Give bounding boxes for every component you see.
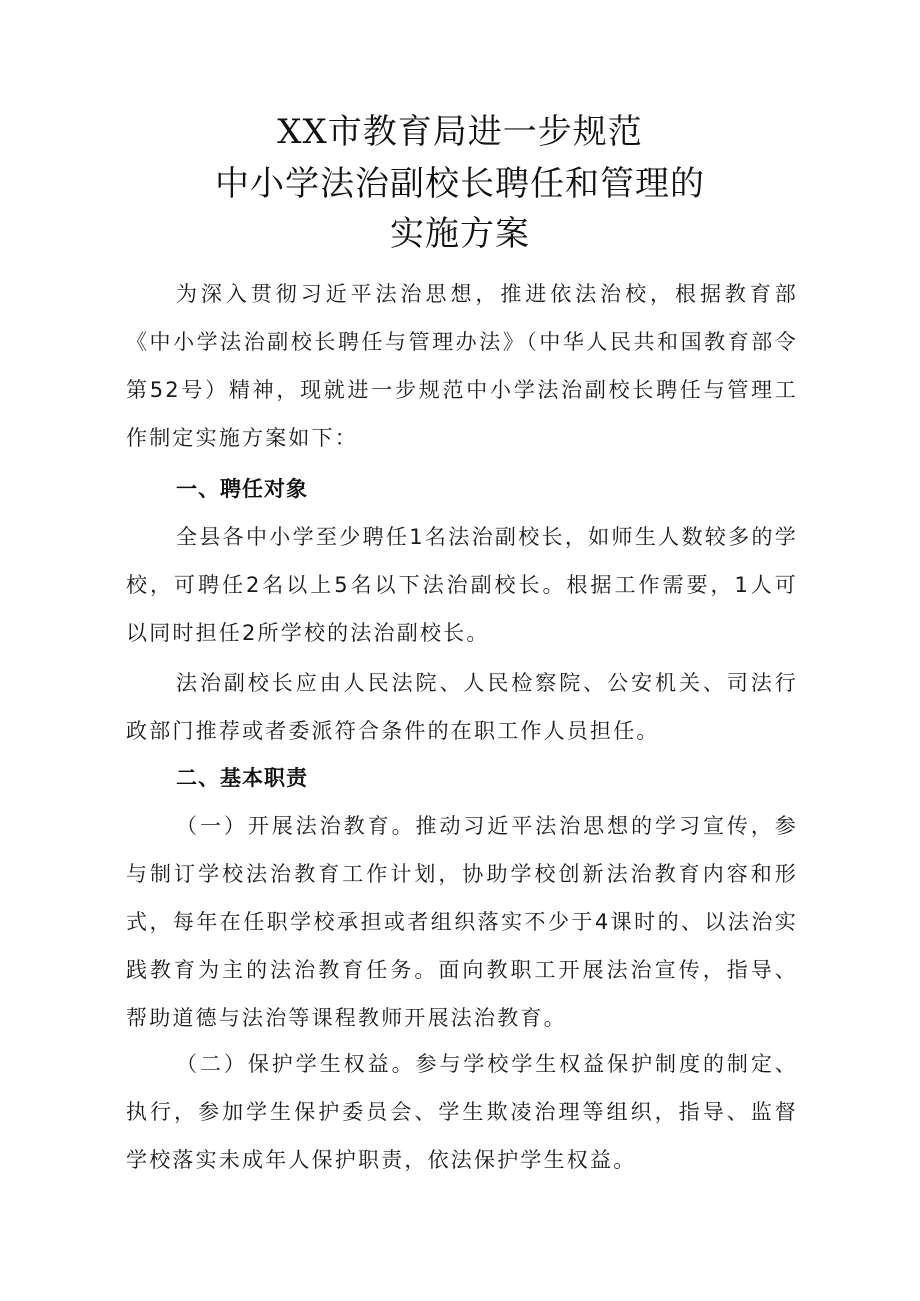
section-heading-basic-duties: 二、基本职责	[176, 766, 308, 790]
section-2-paragraph-2: （二）保护学生权益。参与学校学生权益保护制度的制定、执行，参加学生保护委员会、学生欺凌治理等组织，指导、监督学校落实未成年人保护职责，依法保护学生权益。	[126, 1052, 798, 1172]
document-title-line-2: 中小学法治副校长聘任和管理的	[215, 164, 705, 204]
section-1-paragraph-2: 法治副校长应由人民法院、人民检察院、公安机关、司法行政部门推荐或者委派符合条件的在职工作人员担任。	[126, 671, 798, 743]
section-heading-appointment-target: 一、聘任对象	[176, 477, 308, 501]
document-title-line-3: 实施方案	[390, 214, 530, 254]
intro-paragraph: 为深入贯彻习近平法治思想，推进依法治校，根据教育部《中小学法治副校长聘任与管理办法》（中华人民共和国教育部令第52号）精神，现就进一步规范中小学法治副校长聘任与管理工作制定实施方案如下：	[126, 282, 798, 450]
document-title-line-1: XX市教育局进一步规范	[277, 112, 643, 152]
section-2-paragraph-1: （一）开展法治教育。推动习近平法治思想的学习宣传，参与制订学校法治教育工作计划，协助学校创新法治教育内容和形式，每年在任职学校承担或者组织落实不少于4课时的、以法治实践教育为主的法治教育任务。面向教职工开展法治宣传，指导、帮助道德与法治等课程教师开展法治教育。	[126, 814, 798, 1030]
section-1-paragraph-1: 全县各中小学至少聘任1名法治副校长，如师生人数较多的学校，可聘任2名以上5名以下法治副校长。根据工作需要，1人可以同时担任2所学校的法治副校长。	[126, 525, 798, 645]
